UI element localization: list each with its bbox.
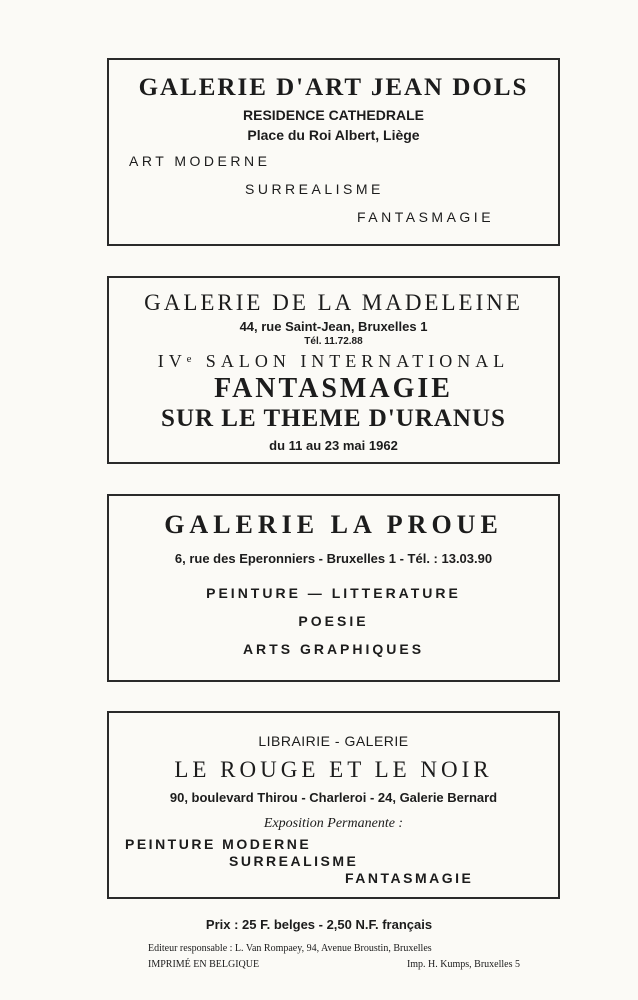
genre-line: POESIE xyxy=(298,613,369,629)
gallery-title: LE ROUGE ET LE NOIR xyxy=(174,757,493,782)
genre-line: SURREALISME xyxy=(245,181,384,197)
genre-line: FANTASMAGIE xyxy=(345,870,474,886)
genre-line: PEINTURE — LITTERATURE xyxy=(206,585,461,601)
advertisement-la-proue xyxy=(107,494,560,682)
genre-line: SURREALISME xyxy=(229,853,359,869)
gallery-address: Place du Roi Albert, Liège xyxy=(247,127,420,143)
gallery-title: GALERIE LA PROUE xyxy=(164,510,503,539)
genre-line: FANTASMAGIE xyxy=(357,209,495,225)
printed-in: IMPRIMÉ EN BELGIQUE xyxy=(148,959,260,970)
printer: Imp. H. Kumps, Bruxelles 5 xyxy=(406,959,520,970)
exhibition-title: FANTASMAGIE xyxy=(214,373,453,404)
genre-line: PEINTURE MODERNE xyxy=(125,836,312,852)
gallery-address: 6, rue des Eperonniers - Bruxelles 1 - Tél. : 13.03.90 xyxy=(174,551,493,566)
gallery-phone: Tél. 11.72.88 xyxy=(304,336,363,347)
gallery-subtitle: RESIDENCE CATHEDRALE xyxy=(243,107,424,123)
shop-type: LIBRAIRIE - GALERIE xyxy=(258,733,409,749)
advertisement-madeleine xyxy=(107,276,560,464)
gallery-title: GALERIE D'ART JEAN DOLS xyxy=(138,74,529,101)
exhibition-theme: SUR LE THEME D'URANUS xyxy=(161,405,506,432)
advertisement-jean-dols xyxy=(107,58,560,246)
gallery-address: 44, rue Saint-Jean, Bruxelles 1 xyxy=(239,319,428,334)
exposition-label: Exposition Permanente : xyxy=(263,816,404,831)
gallery-title: GALERIE DE LA MADELEINE xyxy=(144,290,523,315)
exhibition-dates: du 11 au 23 mai 1962 xyxy=(269,438,398,453)
genre-line: ART MODERNE xyxy=(129,153,271,169)
editor-responsible: Editeur responsable : L. Van Rompaey, 94, Avenue Broustin, Bruxelles xyxy=(148,943,432,954)
genre-line: ARTS GRAPHIQUES xyxy=(242,641,425,657)
gallery-address: 90, boulevard Thirou - Charleroi - 24, Galerie Bernard xyxy=(169,790,498,805)
salon-heading: IVᵉ SALON INTERNATIONAL xyxy=(157,351,510,371)
price-line: Prix : 25 F. belges - 2,50 N.F. français xyxy=(205,917,433,932)
advertisement-rouge-et-noir xyxy=(107,711,560,899)
